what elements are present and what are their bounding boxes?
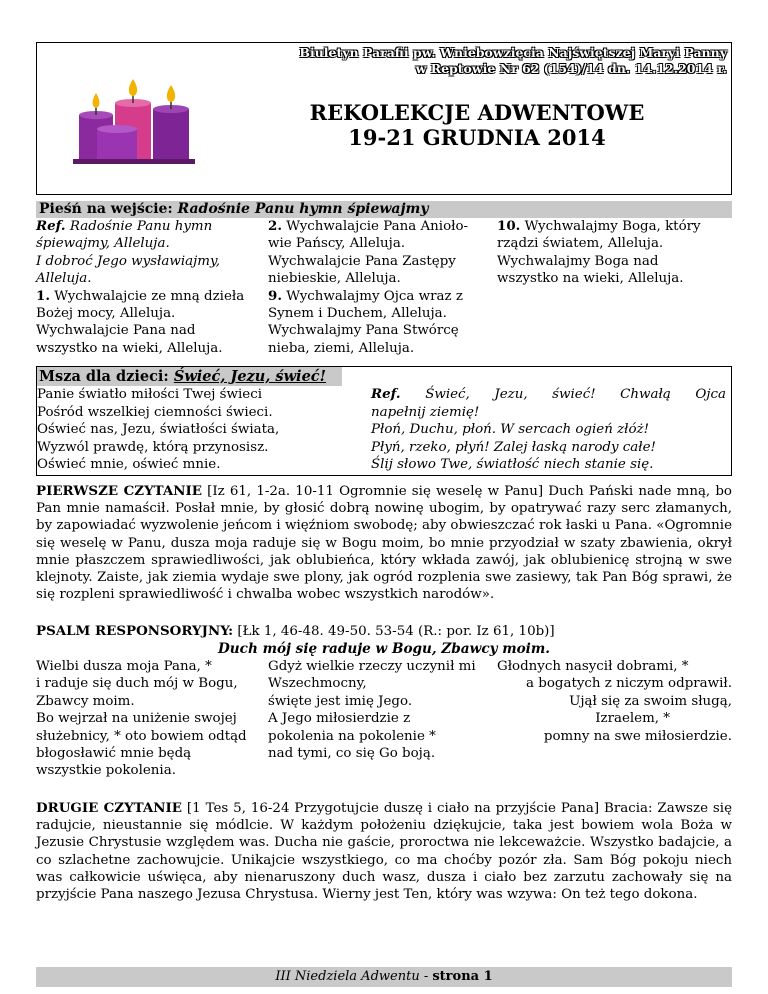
verse-line: Wychwalajcie Pana Zastępy bbox=[268, 253, 456, 269]
verse-line: Wychwalajcie Pana nad bbox=[36, 323, 196, 339]
verse-line: Oświeć mnie, oświeć mnie. bbox=[37, 457, 221, 473]
ref-line: napełnij ziemię! bbox=[371, 404, 480, 420]
title-line-2: 19-21 GRUDNIA 2014 bbox=[348, 125, 606, 150]
advent-candles-icon bbox=[67, 63, 217, 168]
ref-line: Płoń, Duchu, płoń. W sercach ogień złóż! bbox=[371, 422, 649, 438]
verse-line: Wychwalajcie ze mną dzieła bbox=[54, 288, 245, 304]
entry-song-title: Radośnie Panu hymn śpiewajmy bbox=[177, 201, 429, 217]
verse-line: Bożej mocy, Alleluja. bbox=[36, 306, 176, 322]
ref-label: Ref. bbox=[36, 218, 66, 234]
verse-number: 9. bbox=[268, 287, 282, 304]
psalm-line: Wielbi dusza moja Pana, * bbox=[36, 659, 212, 674]
kids-mass-label: Msza dla dzieci: bbox=[39, 368, 169, 385]
first-reading bbox=[36, 483, 732, 603]
ref-line: I dobroć Jego wysławiajmy, bbox=[36, 253, 220, 269]
psalm-line: Wszechmocny, bbox=[268, 676, 367, 692]
kids-mass-refrain bbox=[371, 386, 726, 474]
verse-number: 1. bbox=[36, 287, 50, 304]
kids-mass-verse bbox=[37, 386, 357, 474]
psalm-line: Głodnych nasycił dobrami, * bbox=[497, 659, 689, 674]
verse-line: Wychwalajcie Pana Anioło- bbox=[286, 219, 469, 234]
ref-line: Radośnie Panu hymn bbox=[69, 219, 213, 234]
verse-line: Pośród wszelkiej ciemności świeci. bbox=[37, 404, 273, 420]
ref-line: Alleluja. bbox=[36, 271, 92, 287]
first-reading-text: [Iz 61, 1-2a. 10-11 Ogromnie się weselę w Panu] Duch Pański nade mną, bo Pan mnie namaścił. Posłał mnie, by głosić dobrą nowinę ubogim, by opatrywać razy serc złamanych, by zapowiadać wyzwolenie jeńcom i więźniom swobodę; aby obwieszczać rok łaski u Pana. «Ogromnie się weselę w Panu, dusza moja raduje się w Bogu moim, bo mnie przyodział w szaty zbawienia, okrył mnie płaszczem sprawiedliwości, jak oblubieńca, który wkłada zawój, jak oblubienicę strojną w swe klejnoty. Zaiste, jak ziemia wydaje swe plony, jak ogród rozplenia swe zasiewy, tak Pan Bóg sprawi, że się rozpleni sprawiedliwość i chwalba wobec wszystkich narodów». bbox=[36, 484, 732, 603]
psalm-reference: [Łk 1, 46-48. 49-50. 53-54 (R.: por. Iz 61, 10b)] bbox=[237, 624, 555, 639]
ref-line: Płyń, rzeko, płyń! Zalej łaską narody całe! bbox=[371, 439, 656, 455]
verse-line: wszystko na wieki, Alleluja. bbox=[497, 271, 684, 287]
psalm-line: i raduje się duch mój w Bogu, bbox=[36, 676, 238, 692]
kids-mass-heading bbox=[37, 367, 342, 386]
second-reading-text: [1 Tes 5, 16-24 Przygotujcie duszę i ciało na przyjście Pana] Bracia: Zawsze się radujcie, nieustannie się módlcie. W każdym położeniu dziękujcie, taka jest bowiem wola Boża w Jezusie Chrystusie względem was. Ducha nie gaście, proroctwa nie lekceważcie. Wszystko badajcie, a co szlachetne zachowujcie. Unikajcie wszystkiego, co ma choćby pozór zła. Sam Bóg pokoju niech was całkowicie uświęca, aby nienaruszony duch wasz, dusza i ciało bez zarzutu zachowały się na przyjście Pana naszego Jezusa Chrystusa. Wierny jest Ten, który was wzywa: On też tego dokona. bbox=[36, 801, 732, 903]
ref-line: śpiewajmy, Alleluja. bbox=[36, 236, 170, 252]
psalm-heading bbox=[36, 623, 732, 640]
kids-mass-bar bbox=[37, 367, 342, 386]
verse-line: Wychwalajmy Boga, który bbox=[524, 219, 701, 234]
psalm-line: Izraelem, * bbox=[595, 711, 670, 727]
entry-song-column-1 bbox=[36, 218, 268, 357]
psalm-line: pokolenia na pokolenie * bbox=[268, 728, 436, 744]
verse-number: 10. bbox=[497, 218, 521, 234]
verse-number: 2. bbox=[268, 218, 282, 234]
psalm-label: PSALM RESPONSORYJNY: bbox=[36, 623, 234, 639]
second-reading-label: DRUGIE CZYTANIE bbox=[36, 800, 182, 816]
entry-song-heading bbox=[36, 201, 732, 218]
page-footer bbox=[36, 967, 732, 987]
psalm-line: Zbawcy moim. bbox=[36, 693, 135, 709]
first-reading-label: PIERWSZE CZYTANIE bbox=[36, 483, 202, 499]
psalm-line: święte jest imię Jego. bbox=[268, 693, 413, 709]
second-reading bbox=[36, 800, 732, 903]
bulletin-line-2: w Reptowie Nr 62 (154)/14 dn. 14.12.2014 r. bbox=[415, 61, 727, 76]
psalm-refrain: Duch mój się raduje w Bogu, Zbawcy moim. bbox=[218, 641, 550, 657]
ref-line: Ślij słowo Twe, światłość niech stanie się. bbox=[371, 457, 654, 473]
psalm-line: wszystkie pokolenia. bbox=[36, 763, 176, 779]
psalm-column-3 bbox=[497, 658, 732, 745]
verse-line: Synem i Duchem, Alleluja. bbox=[268, 306, 447, 322]
verse-line: wszystko na wieki, Alleluja. bbox=[36, 340, 223, 356]
bulletin-info bbox=[127, 45, 727, 77]
title-line-1: REKOLEKCJE ADWENTOWE bbox=[309, 100, 645, 125]
psalm-line: nad tymi, co się Go boją. bbox=[268, 746, 436, 762]
psalm-line: Ujął się za swoim sługą, bbox=[569, 693, 732, 709]
entry-song-label: Pieśń na wejście: bbox=[39, 201, 173, 217]
verse-line: niebieskie, Alleluja. bbox=[268, 271, 401, 287]
psalm-line: a bogatych z niczym odprawił. bbox=[526, 676, 732, 692]
ref-line: Świeć, Jezu, świeć! Chwałą Ojca bbox=[425, 387, 727, 402]
ref-label: Ref. bbox=[371, 386, 401, 402]
page-number: strona 1 bbox=[432, 969, 493, 984]
verse-line: Wyzwól prawdę, którą przynosisz. bbox=[37, 439, 269, 455]
psalm-column-1 bbox=[36, 658, 268, 780]
header-box bbox=[36, 42, 732, 195]
footer-text: III Niedziela Adwentu - bbox=[275, 969, 433, 984]
verse-line: Wychwalajmy Pana Stwórcę bbox=[268, 323, 459, 339]
page-title bbox=[227, 100, 727, 150]
psalm-line: pomny na swe miłosierdzie. bbox=[543, 728, 732, 744]
psalm-line: błogosławić mnie będą bbox=[36, 746, 192, 762]
verse-line: Wychwalajmy Boga nad bbox=[497, 253, 659, 269]
verse-line: wie Pańscy, Alleluja. bbox=[268, 236, 406, 252]
verse-line: Panie światło miłości Twej świeci bbox=[37, 387, 262, 402]
verse-line: Wychwalajmy Ojca wraz z bbox=[286, 288, 463, 304]
entry-song-column-3 bbox=[497, 218, 732, 288]
psalm-line: A Jego miłosierdzie z bbox=[268, 711, 411, 727]
verse-line: rządzi światem, Alleluja. bbox=[497, 236, 664, 252]
entry-song-bar bbox=[36, 201, 732, 218]
verse-line: nieba, ziemi, Alleluja. bbox=[268, 340, 415, 356]
entry-song-column-2 bbox=[268, 218, 500, 357]
kids-mass-title: Świeć, Jezu, świeć! bbox=[173, 368, 326, 385]
psalm-column-2 bbox=[268, 658, 500, 762]
psalm-line: Bo wejrzał na uniżenie swojej bbox=[36, 711, 237, 727]
verse-line: Oświeć nas, Jezu, światłości świata, bbox=[37, 422, 280, 438]
psalm-line: Gdyż wielkie rzeczy uczynił mi bbox=[268, 659, 476, 674]
bulletin-line-1: Biuletyn Parafii pw. Wniebowzięcia Najświętszej Maryi Panny bbox=[299, 45, 727, 60]
psalm-line: służebnicy, * oto bowiem odtąd bbox=[36, 728, 247, 744]
